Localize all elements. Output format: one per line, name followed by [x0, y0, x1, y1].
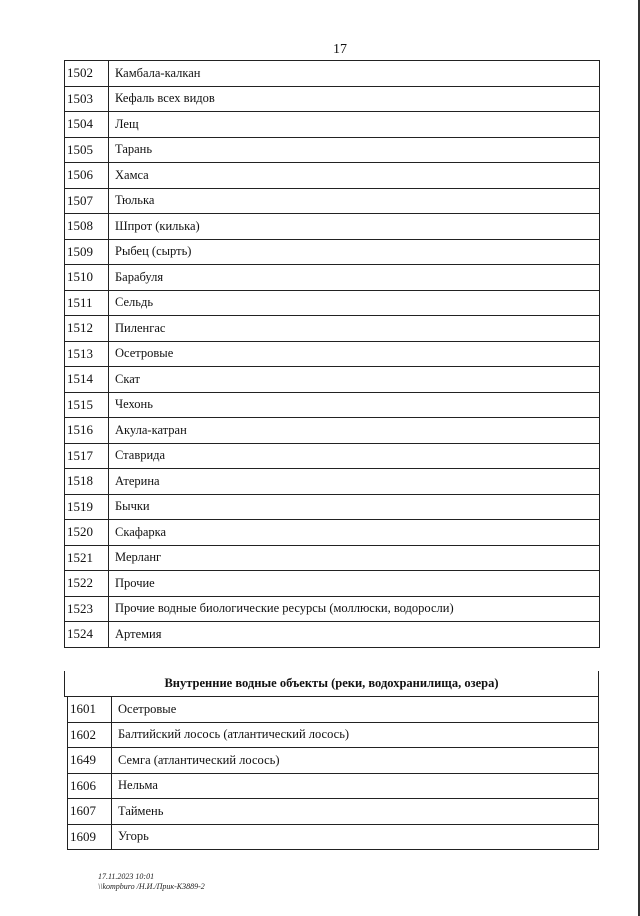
row-code: 1511 — [65, 291, 109, 316]
row-name: Осетровые — [115, 346, 174, 361]
row-code: 1516 — [65, 418, 109, 443]
row-code: 1520 — [65, 520, 109, 545]
row-code: 1649 — [68, 748, 112, 773]
row-code: 1523 — [65, 597, 109, 622]
row-name: Скат — [115, 371, 140, 386]
table-row — [65, 61, 599, 87]
row-code: 1508 — [65, 214, 109, 239]
table-row — [65, 393, 599, 419]
row-code: 1506 — [65, 163, 109, 188]
table-row — [65, 138, 599, 164]
row-name: Прочие водные биологические ресурсы (моллюски, водоросли) — [115, 601, 454, 616]
row-code: 1609 — [68, 825, 112, 850]
document-footer — [98, 872, 205, 892]
table-row — [65, 418, 599, 444]
section-header: Внутренние водные объекты (реки, водохранилища, озера) — [64, 671, 598, 697]
table-row — [67, 774, 598, 800]
row-name: Кефаль всех видов — [115, 91, 215, 106]
row-code: 1606 — [68, 774, 112, 799]
table-row — [67, 697, 598, 723]
row-code: 1521 — [65, 546, 109, 571]
table-row — [65, 444, 599, 470]
table-row — [65, 495, 599, 521]
table-row — [65, 571, 599, 597]
row-name: Акула-катран — [115, 422, 187, 437]
row-name: Нельма — [118, 778, 158, 793]
row-name: Рыбец (сырть) — [115, 244, 192, 259]
row-code: 1522 — [65, 571, 109, 596]
row-code: 1607 — [68, 799, 112, 824]
table-row — [67, 723, 598, 749]
row-code: 1507 — [65, 189, 109, 214]
row-name: Хамса — [115, 167, 149, 182]
inland-species-table — [64, 671, 599, 850]
row-code: 1503 — [65, 87, 109, 112]
table-row — [65, 622, 599, 648]
row-code: 1517 — [65, 444, 109, 469]
table-row — [65, 265, 599, 291]
row-name: Бычки — [115, 499, 150, 514]
row-name: Прочие — [115, 575, 155, 590]
row-name: Атерина — [115, 473, 160, 488]
row-name: Угорь — [118, 829, 149, 844]
row-code: 1518 — [65, 469, 109, 494]
table-row — [67, 799, 598, 825]
table-row — [65, 469, 599, 495]
table-row — [65, 597, 599, 623]
row-code: 1515 — [65, 393, 109, 418]
row-code: 1512 — [65, 316, 109, 341]
row-name: Артемия — [115, 626, 162, 641]
row-name: Сельдь — [115, 295, 154, 310]
table-row — [65, 520, 599, 546]
row-name: Барабуля — [115, 269, 164, 284]
row-name: Мерланг — [115, 550, 162, 565]
row-name: Осетровые — [118, 701, 177, 716]
row-code: 1502 — [65, 61, 109, 86]
table-row — [65, 189, 599, 215]
table-row — [65, 546, 599, 572]
row-name: Семга (атлантический лосось) — [118, 752, 280, 767]
row-code: 1519 — [65, 495, 109, 520]
row-code: 1513 — [65, 342, 109, 367]
species-table — [64, 60, 600, 648]
table-row — [67, 825, 598, 851]
row-name: Камбала-калкан — [115, 65, 201, 80]
row-code: 1510 — [65, 265, 109, 290]
table-row — [65, 316, 599, 342]
table-row — [65, 163, 599, 189]
table-row — [65, 291, 599, 317]
row-name: Чехонь — [115, 397, 153, 412]
page-number: 17 — [333, 42, 347, 57]
footer-timestamp: 17.11.2023 10:01 — [98, 872, 155, 881]
row-name: Таймень — [118, 803, 164, 818]
row-name: Балтийский лосось (атлантический лосось) — [118, 727, 350, 742]
row-name: Скафарка — [115, 524, 167, 539]
table-row — [65, 87, 599, 113]
row-code: 1602 — [68, 723, 112, 748]
table-row — [65, 240, 599, 266]
row-name: Пиленгас — [115, 320, 166, 335]
table-row — [65, 342, 599, 368]
row-name: Тарань — [115, 142, 153, 157]
row-code: 1509 — [65, 240, 109, 265]
row-name: Ставрида — [115, 448, 166, 463]
row-code: 1504 — [65, 112, 109, 137]
row-name: Лещ — [115, 116, 139, 131]
row-code: 1514 — [65, 367, 109, 392]
row-code: 1524 — [65, 622, 109, 647]
row-code: 1505 — [65, 138, 109, 163]
row-name: Тюлька — [115, 193, 155, 208]
row-code: 1601 — [68, 697, 112, 722]
footer-filepath: \\kompburo /Н.И./Прик-К3889-2 — [98, 882, 205, 891]
table-row — [65, 367, 599, 393]
table-row — [67, 748, 598, 774]
table-row — [65, 214, 599, 240]
table-row — [65, 112, 599, 138]
row-name: Шпрот (килька) — [115, 218, 200, 233]
